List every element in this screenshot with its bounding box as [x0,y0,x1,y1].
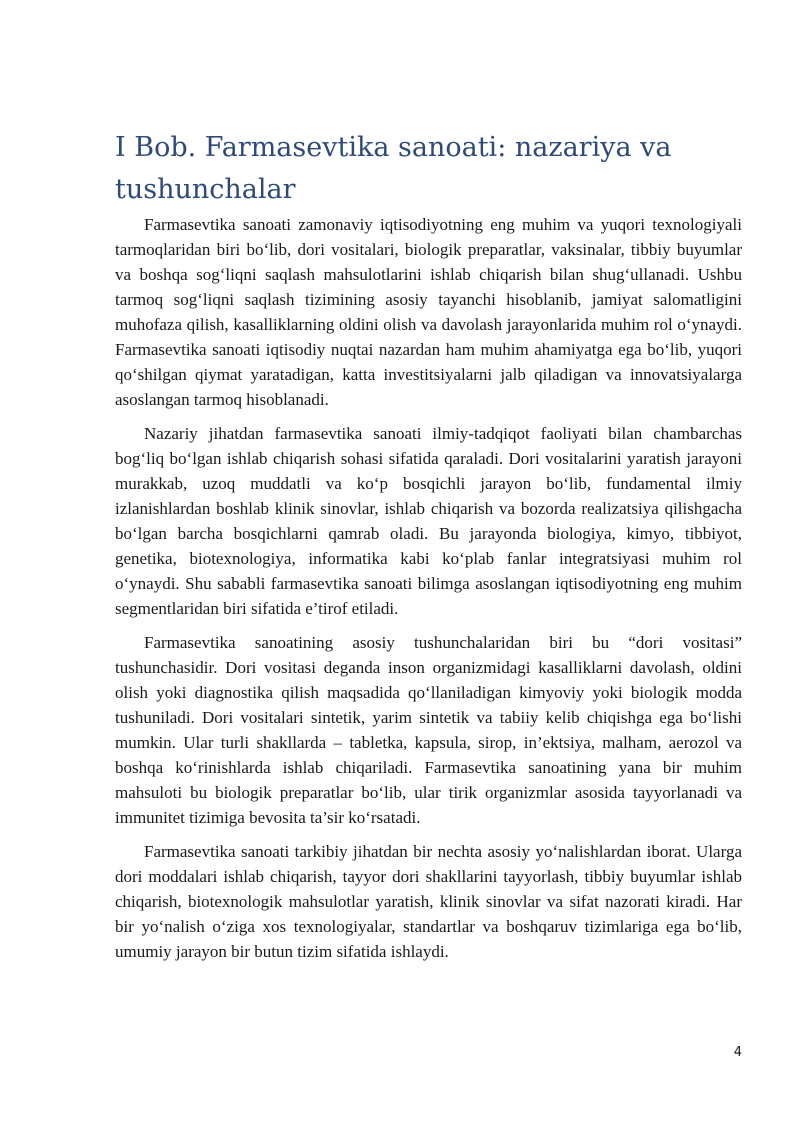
paragraph-3: Farmasevtika sanoatining asosiy tushunchalaridan biri bu “dori vositasi” tushunchasidir. Dori vositasi deganda inson organizmidagi kasalliklarni davolash, oldini olish yoki diagnostika qilish maqsadida qo‘llaniladigan kimyoviy yoki biologik modda tushuniladi. Dori vositalari sintetik, yarim sintetik va tabiiy kelib chiqishga ega bo‘lishi mumkin. Ular turli shakllarda – tabletka, kapsula, sirop, in’ektsiya, malham, aerozol va boshqa ko‘rinishlarda ishlab chiqariladi. Farmasevtika sanoatining yana bir muhim mahsuloti bu biologik preparatlar bo‘lib, ular tirik organizmlar asosida tayyorlanadi va immunitet tizimiga bevosita ta’sir ko‘rsatadi. [115,633,742,827]
chapter-heading: I Bob. Farmasevtika sanoati: nazariya va tushunchalar [115,132,672,205]
paragraph-4: Farmasevtika sanoati tarkibiy jihatdan bir nechta asosiy yo‘nalishlardan iborat. Ularga dori moddalari ishlab chiqarish, tayyor dori shakllarini tayyorlash, tibbiy buyumlar ishlab chiqarish, biotexnologik mahsulotlar yaratish, klinik sinovlar va sifat nazorati kiradi. Har bir yo‘nalish o‘ziga xos texnologiyalar, standartlar va boshqaruv tizimlariga ega bo‘lib, umumiy jarayon bir butun tizim sifatida ishlaydi. [115,842,742,961]
page-number: 4 [733,1045,742,1060]
paragraph-1: Farmasevtika sanoati zamonaviy iqtisodiyotning eng muhim va yuqori texnologiyali tarmoqlaridan biri bo‘lib, dori vositalari, biologik preparatlar, vaksinalar, tibbiy buyumlar va boshqa sog‘liqni saqlash mahsulotlarini ishlab chiqarish bilan shug‘ullanadi. Ushbu tarmoq sog‘liqni saqlash tizimining asosiy tayanchi hisoblanib, jamiyat salomatligini muhofaza qilish, kasalliklarning oldini olish va davolash jarayonlarida muhim rol o‘ynaydi. Farmasevtika sanoati iqtisodiy nuqtai nazardan ham muhim ahamiyatga ega bo‘lib, yuqori qo‘shilgan qiymat yaratadigan, katta investitsiyalarni jalb qiladigan va innovatsiyalarga asoslangan tarmoq hisoblanadi. [115,215,742,409]
body-text [115,212,742,973]
paragraph-2: Nazariy jihatdan farmasevtika sanoati ilmiy-tadqiqot faoliyati bilan chambarchas bog‘liq bo‘lgan ishlab chiqarish sohasi sifatida qaraladi. Dori vositalarini yaratish jarayoni murakkab, uzoq muddatli va ko‘p bosqichli jarayon bo‘lib, fundamental ilmiy izlanishlardan boshlab klinik sinovlar, ishlab chiqarish va bozorda realizatsiya qilishgacha bo‘lgan barcha bosqichlarni qamrab oladi. Bu jarayonda biologiya, kimyo, tibbiyot, genetika, biotexnologiya, informatika kabi ko‘plab fanlar integratsiyasi muhim rol o‘ynaydi. Shu sababli farmasevtika sanoati bilimga asoslangan iqtisodiyotning eng muhim segmentlaridan biri sifatida e’tirof etiladi. [115,424,742,618]
